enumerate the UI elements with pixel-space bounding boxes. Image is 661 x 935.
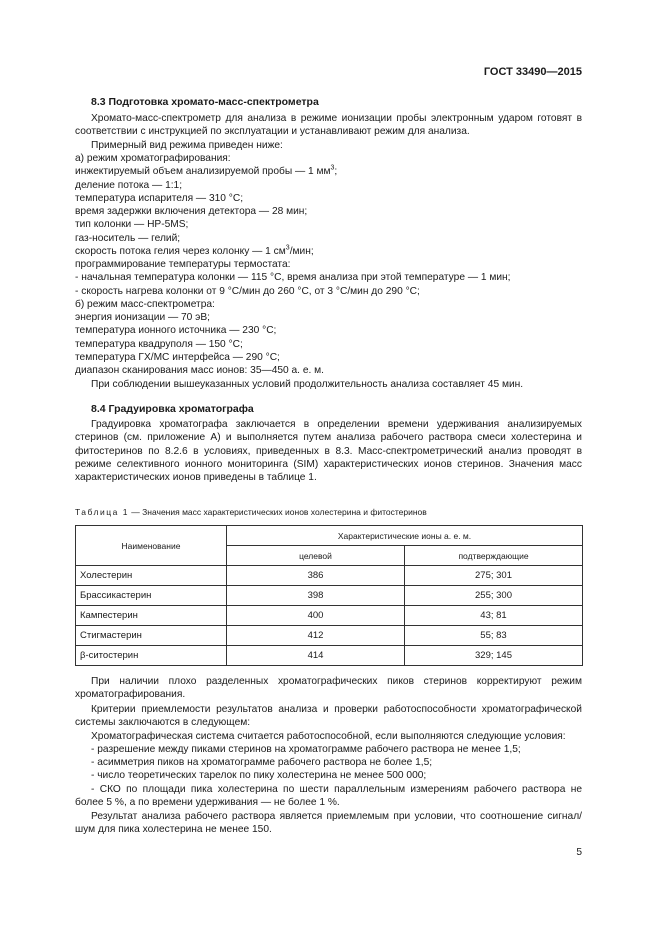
- injection-volume: [75, 165, 337, 178]
- row-name: Стигмастерин: [76, 626, 227, 646]
- row-target: 400: [227, 606, 405, 626]
- peaks-correction-paragraph: При наличии плохо разделенных хроматографических пиков стеринов корректируют режим хроматографирования.: [75, 676, 582, 701]
- table-row: [76, 586, 583, 606]
- injection-volume-end: ;: [334, 166, 338, 177]
- table-caption: [75, 507, 427, 517]
- helium-flow: [75, 245, 314, 258]
- row-target: 412: [227, 626, 405, 646]
- row-name: Кампестерин: [76, 606, 227, 626]
- page-number: 5: [576, 847, 582, 858]
- table-header-row: [76, 526, 583, 546]
- row-name: Брассикастерин: [76, 586, 227, 606]
- row-name: β-ситостерин: [76, 646, 227, 666]
- row-target: 398: [227, 586, 405, 606]
- helium-flow-text: скорость потока гелия через колонку — 1 см: [75, 246, 286, 257]
- ion-source-temperature: температура ионного источника — 230 °C;: [75, 325, 277, 336]
- section-8-4-paragraph: Градуировка хроматографа заключается в определении времени удерживания анализируемых стеринов (см. приложение А) и выполняется путем анализа рабочего раствора смеси холестерина и фитостеринов по 8.2.6 в условиях, приведенных в 8.3. Масс-спектрометрический анализ проводят в режиме селективного ионного мониторинга (SIM) характеристических ионов стеринов. Значения масс характеристических ионов приведены в таблице 1.: [75, 419, 582, 484]
- scan-range: диапазон сканирования масс ионов: 35—450 а. е. м.: [75, 365, 325, 376]
- heating-rate: - скорость нагрева колонки от 9 °C/мин до 260 °C, от 3 °C/мин до 290 °C;: [75, 286, 420, 297]
- condition-plates: - число теоретических тарелок по пику холестерина не менее 500 000;: [91, 770, 427, 781]
- flow-split: деление потока — 1:1;: [75, 180, 183, 191]
- ms-mode: б) режим масс-спектрометра:: [75, 299, 215, 310]
- helium-flow-end: /мин;: [289, 246, 314, 257]
- table-caption-text: — Значения масс характеристических ионов холестерина и фитостеринов: [128, 507, 427, 517]
- ion-mass-table: [75, 525, 583, 666]
- condition-rsd: - СКО по площади пика холестерина по шести параллельным измерениям рабочего раствора не более 5 %, а по времени удерживания — не более 1 %.: [75, 784, 582, 809]
- carrier-gas: газ-носитель — гелий;: [75, 233, 181, 244]
- evaporator-temperature: температура испарителя — 310 °C;: [75, 193, 244, 204]
- row-target: 386: [227, 566, 405, 586]
- criteria-paragraph: Критерии приемлемости результатов анализа и проверки работоспособности хроматографической системы заключаются в следующем:: [75, 704, 582, 729]
- thermostat-program: программирование температуры термостата:: [75, 259, 291, 270]
- signal-noise-paragraph: Результат анализа рабочего раствора является приемлемым при условии, что соотношение сигнал/шум для пика холестерина не менее 150.: [75, 811, 582, 836]
- table-row: [76, 646, 583, 666]
- header-confirm: подтверждающие: [405, 546, 583, 566]
- ionization-energy: энергия ионизации — 70 эВ;: [75, 312, 210, 323]
- analysis-duration: При соблюдении вышеуказанных условий продолжительность анализа составляет 45 мин.: [91, 379, 524, 390]
- row-confirm: 55; 83: [405, 626, 583, 646]
- table-row: [76, 626, 583, 646]
- mode-intro: Примерный вид режима приведен ниже:: [91, 140, 283, 151]
- row-confirm: 255; 300: [405, 586, 583, 606]
- column-type: тип колонки — HP-5MS;: [75, 219, 189, 230]
- injection-volume-sup: 3: [330, 164, 335, 172]
- interface-temperature: температура ГХ/МС интерфейса — 290 °C;: [75, 352, 280, 363]
- section-8-4-title: 8.4 Градуировка хроматографа: [91, 403, 254, 415]
- row-target: 414: [227, 646, 405, 666]
- header-name: Наименование: [76, 526, 227, 566]
- table-row: [76, 606, 583, 626]
- detector-delay: время задержки включения детектора — 28 мин;: [75, 206, 308, 217]
- helium-flow-sup: 3: [285, 244, 290, 252]
- chromatography-mode: а) режим хроматографирования:: [75, 153, 231, 164]
- table-row: [76, 566, 583, 586]
- condition-resolution: - разрешение между пиками стеринов на хроматограмме рабочего раствора не менее 1,5;: [91, 744, 521, 755]
- condition-asymmetry: - асимметрия пиков на хроматограмме рабочего раствора не более 1,5;: [91, 757, 433, 768]
- system-conditions: Хроматографическая система считается работоспособной, если выполняются следующие условия:: [91, 731, 566, 742]
- document-header: ГОСТ 33490—2015: [483, 66, 582, 78]
- quadrupole-temperature: температура квадруполя — 150 °C;: [75, 339, 243, 350]
- injection-volume-text: инжектируемый объем анализируемой пробы — 1 мм: [75, 166, 331, 177]
- row-name: Холестерин: [76, 566, 227, 586]
- section-8-3-intro: Хромато-масс-спектрометр для анализа в режиме ионизации пробы электронным ударом готовят в соответствии с инструкцией по эксплуатации и устанавливают режим для анализа.: [75, 113, 582, 138]
- row-confirm: 329; 145: [405, 646, 583, 666]
- section-8-3-title: 8.3 Подготовка хромато-масс-спектрометра: [91, 96, 319, 108]
- initial-temperature: - начальная температура колонки — 115 °C, время анализа при этой температуре — 1 мин;: [75, 272, 511, 283]
- header-ions: Характеристические ионы а. е. м.: [227, 526, 583, 546]
- row-confirm: 43; 81: [405, 606, 583, 626]
- header-target: целевой: [227, 546, 405, 566]
- table-caption-label: Таблица 1: [75, 507, 129, 517]
- row-confirm: 275; 301: [405, 566, 583, 586]
